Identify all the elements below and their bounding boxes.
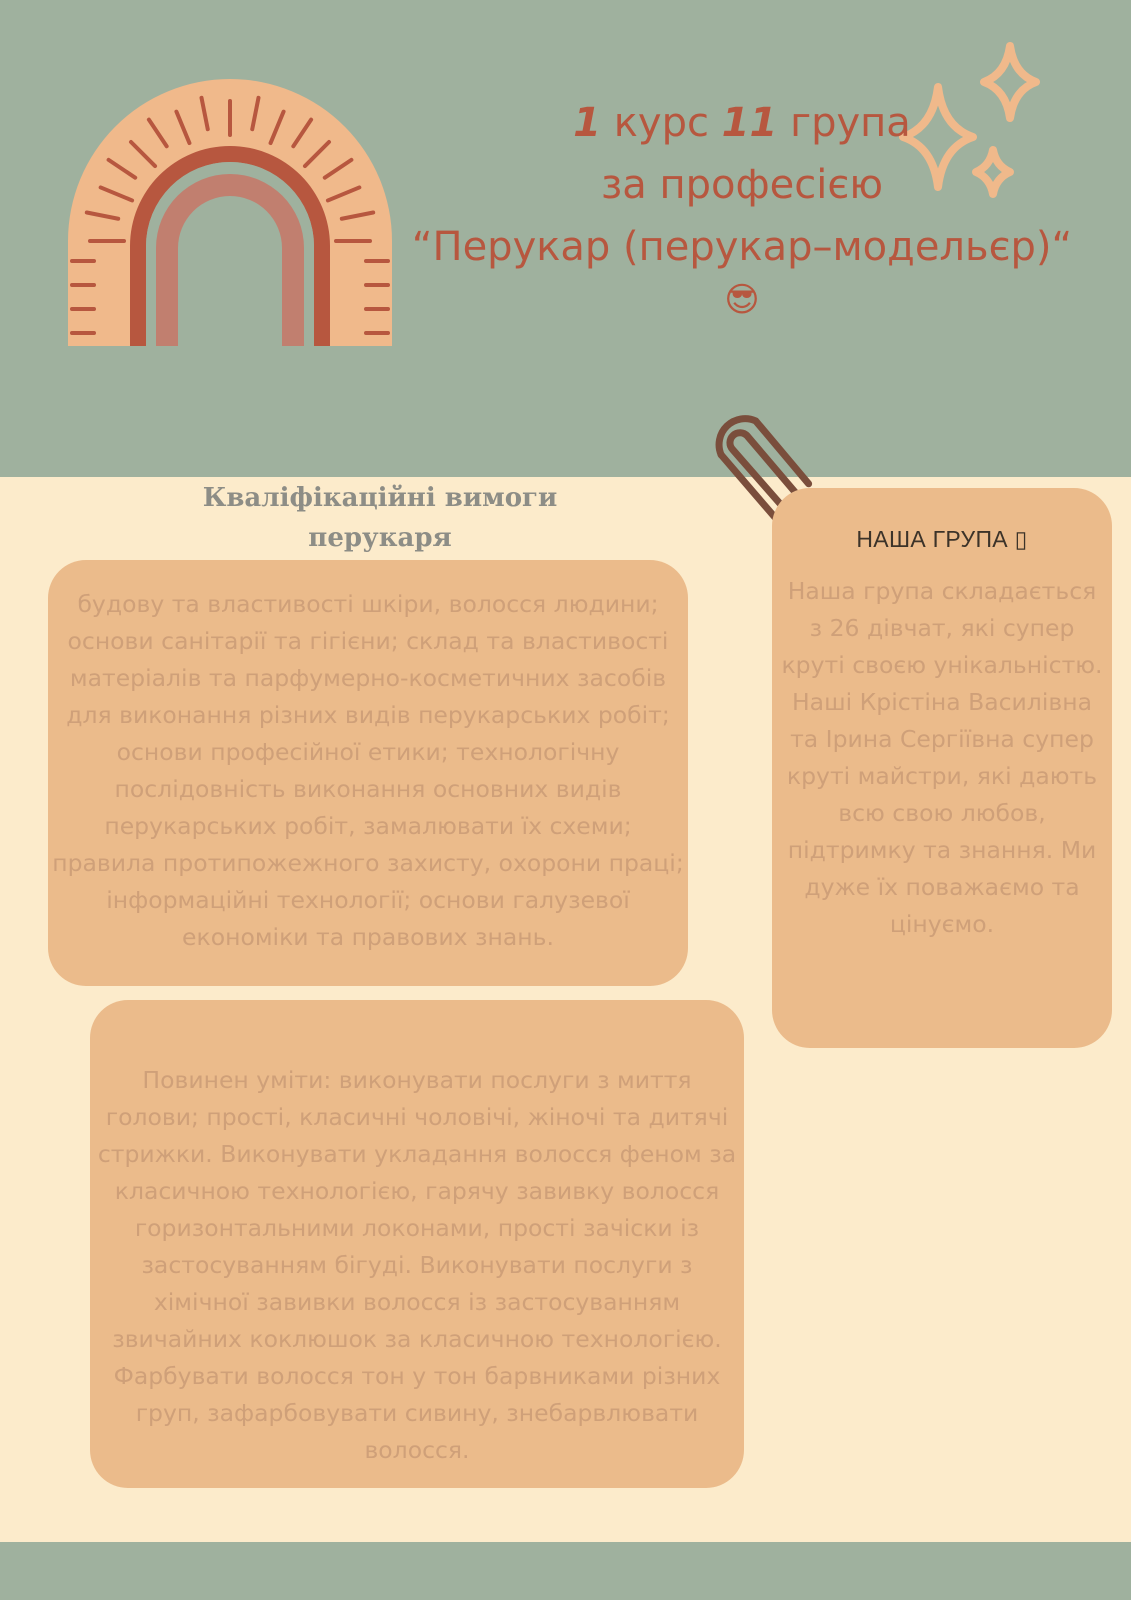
requirements-heading: Кваліфікаційні вимоги перукаря [202, 483, 558, 553]
sunglasses-emoji-icon: 😎 [724, 280, 760, 320]
group-title [772, 488, 1112, 567]
group-word: група [790, 100, 911, 146]
skills-card [90, 1000, 744, 1488]
course-number: 1 [573, 100, 602, 146]
group-text: Наша група складається з 26 дівчат, які супер круті своєю унікальністю. Наші Крістіна Василівна та Ірина Сергіївна супер круті майстри, які дають всю свою любов, підтримку та знання. Ми дуже їх поважаємо та цінуємо. [781, 577, 1103, 938]
group-number: 11 [721, 100, 778, 146]
course-word: курс [613, 100, 709, 146]
footer-band [0, 1542, 1131, 1600]
title-line-profession-label: за професією [600, 162, 884, 208]
skills-text: Повинен уміти: виконувати послуги з миття голови; прості, класичні чоловічі, жіночі та дитячі стрижки. Виконувати укладання волосся феном за класичною технологією, гарячу завивку волосся горизонтальними локонами, прості зачіски із застосуванням бігуді. Виконувати послуги з хімічної завивки волосся із застосуванням звичайних коклюшок за класичною технологією. Фарбувати волосся тон у тон барвниками різних груп, зафарбовувати сивину, знебарвлювати волосся. [97, 1066, 737, 1464]
rainbow-illustration [60, 66, 400, 356]
missing-glyph-icon: ▯ [1014, 526, 1028, 552]
title-line-profession: “Перукар (перукар–модельєр)“ [411, 224, 1073, 270]
knowledge-text: будову та властивості шкіри, волосся людини; основи санітарії та гігієни; склад та властивості матеріалів та парфумерно-косметичних засобів для виконання різних видів перукарських робіт; основи професійної етики; технологічну послідовність виконання основних видів перукарських робіт, замалювати їх схеми; правила протипожежного захисту, охорони праці; інформаційні технології; основи галузевої економіки та правових знань. [52, 590, 684, 951]
group-title-text: НАША ГРУПА [856, 526, 1008, 552]
page-title [372, 92, 1112, 322]
group-card [772, 488, 1112, 1048]
title-line-course [372, 92, 1112, 154]
knowledge-card [48, 560, 688, 986]
